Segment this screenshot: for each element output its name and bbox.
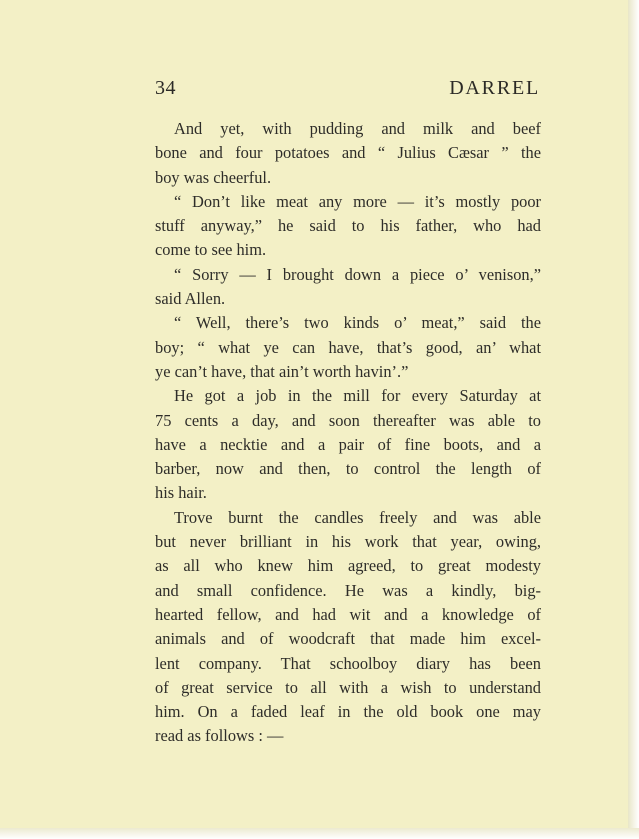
text-line: him. On a faded leaf in the old book one may	[155, 702, 541, 722]
text-line: animals and of woodcraft that made him excel-	[155, 629, 541, 649]
text-line: And yet, with pudding and milk and beef	[174, 119, 541, 138]
text-line: as all who knew him agreed, to great modesty	[155, 556, 541, 576]
text-line: said Allen.	[155, 289, 226, 309]
page-edge	[0, 828, 639, 839]
text-line: lent company. That schoolboy diary has been	[155, 653, 541, 673]
text-line: bone and four potatoes and “ Julius Cæsar ” the	[155, 143, 541, 163]
text-line: come to see him.	[155, 240, 267, 260]
running-title: DARREL	[449, 77, 540, 99]
text-line: read as follows : —	[155, 726, 284, 746]
text-line: barber, now and then, to control the length of	[155, 459, 541, 479]
text-line: boy was cheerful.	[155, 167, 272, 187]
text-line: Trove burnt the candles freely and was able	[174, 507, 541, 527]
text-line: have a necktie and a pair of fine boots, and a	[155, 434, 541, 454]
page-number: 34	[155, 77, 176, 99]
text-line: his hair.	[155, 483, 207, 503]
text-line: “ Well, there’s two kinds o’ meat,” said the	[174, 313, 541, 333]
text-line: “ Sorry — I brought down a piece o’ venison,”	[174, 264, 541, 284]
text-line: stuff anyway,” he said to his father, who had	[155, 216, 541, 236]
page-header	[155, 77, 540, 107]
text-line: and small confidence. He was a kindly, big-	[155, 580, 541, 600]
body-text	[155, 117, 541, 749]
text-line: but never brilliant in his work that year, owing,	[155, 532, 541, 552]
text-line: hearted fellow, and had wit and a knowledge of	[155, 604, 541, 624]
text-line: “ Don’t like meat any more — it’s mostly poor	[174, 191, 541, 211]
page-edge	[628, 0, 639, 839]
text-line: boy; “ what ye can have, that’s good, an’ what	[155, 337, 541, 357]
text-line: 75 cents a day, and soon thereafter was able to	[155, 410, 541, 430]
text-line: of great service to all with a wish to understand	[155, 677, 541, 697]
text-line: He got a job in the mill for every Saturday at	[174, 386, 541, 406]
text-line: ye can’t have, that ain’t worth havin’.”	[155, 361, 409, 381]
